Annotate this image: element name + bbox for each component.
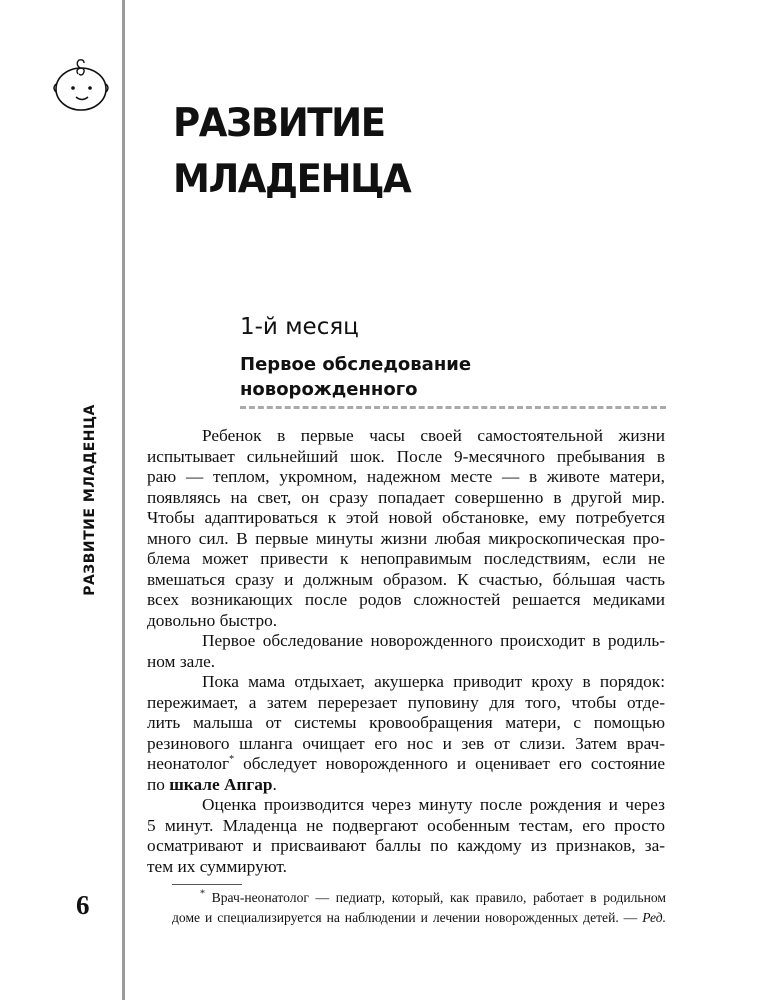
text-span: по — [147, 774, 170, 794]
editor-note: Ред. — [642, 910, 666, 925]
dashed-divider — [240, 406, 666, 409]
text-line: осматривают и присваивают баллы по каждому из признаков, за- — [147, 836, 665, 855]
footnote-line — [172, 888, 666, 908]
text-line — [147, 775, 665, 796]
text-line: довольно быстро. — [147, 610, 278, 630]
text-line: всех возникающих после родов сложностей решается медиками — [147, 590, 665, 609]
body-text — [147, 426, 665, 877]
text-span: . — [272, 774, 277, 794]
text-line: вмешаться сразу и должным образом. К счастью, бóльшая часть — [147, 569, 665, 589]
section-heading: 1-й месяц — [240, 314, 359, 340]
baby-face-icon — [50, 58, 112, 113]
subheading-line: новорожденного — [240, 379, 418, 400]
footnote-rule — [172, 884, 242, 885]
text-line: Первое обследование новорожденного происходит в родиль- — [202, 631, 665, 650]
chapter-title-line: МЛАДЕНЦА — [173, 157, 411, 202]
running-head: РАЗВИТИЕ МЛАДЕНЦА — [82, 404, 98, 596]
text-line: 5 минут. Младенца не подвергают особенным тестам, его просто — [147, 815, 665, 835]
text-line: Чтобы адаптироваться к этой новой обстановке, ему потребуется — [147, 508, 665, 527]
text-line: Оценка производится через минуту после рождения и через — [202, 795, 665, 814]
text-line: резинового шланга очищает его нос и зев от слизи. Затем врач- — [147, 733, 665, 753]
footnote-marker[interactable]: * — [229, 754, 235, 766]
subheading — [240, 352, 471, 402]
text-span: доме и специализируется на наблюдении и лечении новорожденных детей. — — [172, 910, 643, 925]
text-line: ном зале. — [147, 651, 216, 671]
chapter-title-line: РАЗВИТИЕ — [173, 101, 385, 146]
footnote — [172, 888, 666, 928]
text-line: блема может привести к непоправимым последствиям, если не — [147, 549, 665, 568]
subheading-line: Первое обследование — [240, 354, 472, 375]
footnote-mark: * — [200, 888, 205, 900]
text-line: раю — теплом, укромном, надежном месте — в животе матери, — [147, 467, 665, 486]
text-line: испытывает сильнейший шок. После 9-месячного пребывания в — [147, 446, 665, 466]
margin-rule — [122, 0, 125, 1000]
text-span: Врач-неонатолог — педиатр, который, как правило, работает в родильном — [211, 890, 666, 905]
text-line: появляясь на свет, он сразу попадает совершенно в другой мир. — [147, 487, 665, 507]
text-span: обследует новорожденного и оценивает его состояние — [243, 754, 666, 773]
text-line — [147, 754, 665, 775]
text-line: Ребенок в первые часы своей самостоятельной жизни — [202, 426, 665, 445]
text-line: тем их суммируют. — [147, 856, 287, 876]
apgar-scale-term: шкале Апгар — [169, 774, 273, 794]
text-span: неонатолог — [147, 754, 230, 773]
text-line: Пока мама отдыхает, акушерка приводит кроху в порядок: — [202, 672, 665, 691]
page-number: 6 — [76, 890, 90, 920]
text-line: лить малыша от системы кровообращения матери, с помощью — [147, 713, 665, 732]
footnote-line — [172, 908, 666, 928]
chapter-title — [173, 96, 410, 208]
text-line: много сил. В первые минуты жизни любая микроскопическая про- — [147, 528, 665, 548]
text-line: пережимает, а затем перерезает пуповину для того, чтобы отде- — [147, 692, 665, 712]
